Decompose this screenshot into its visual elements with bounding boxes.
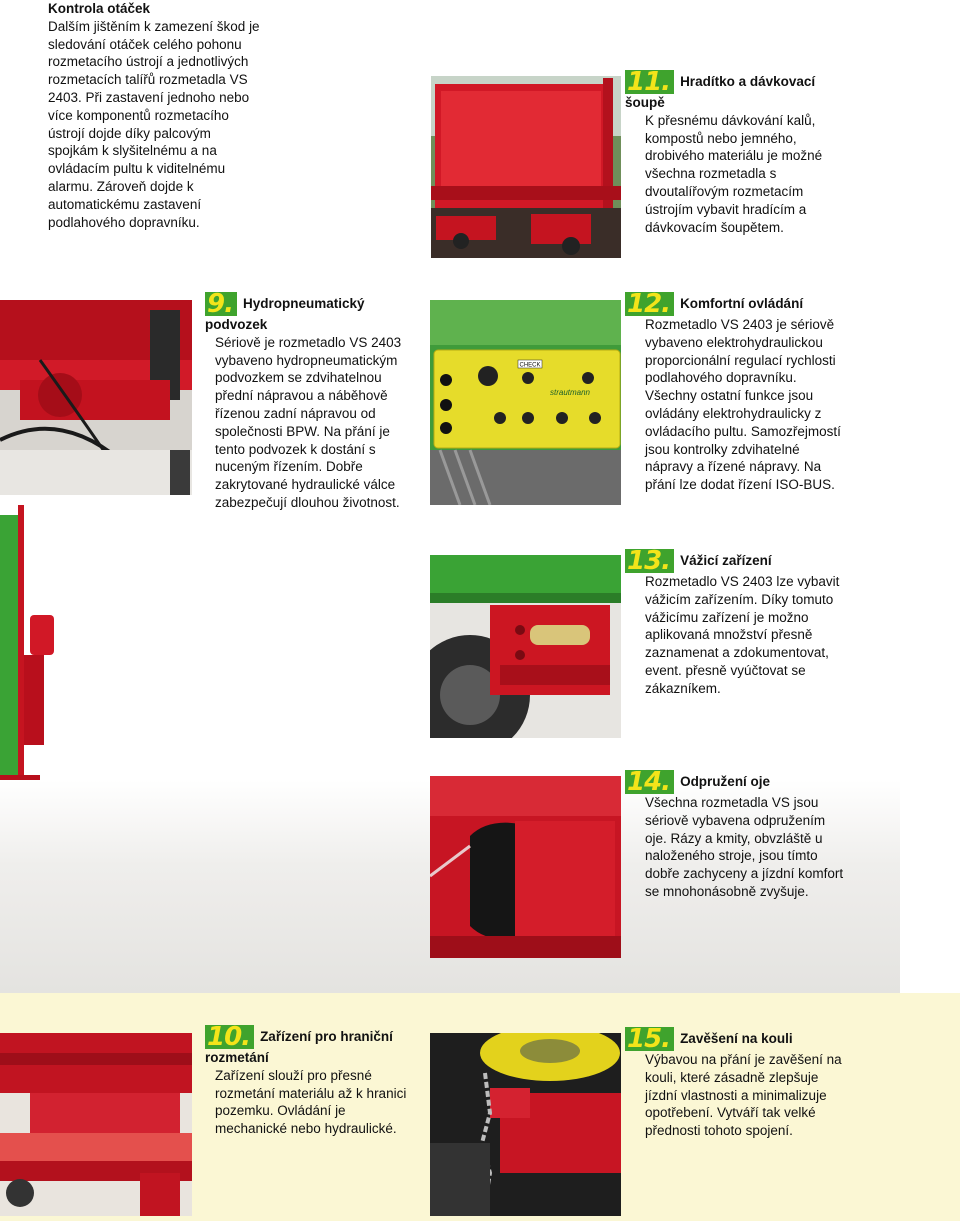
kontrola-block — [48, 0, 263, 231]
section-10-number: 10. — [205, 1025, 254, 1049]
section-12 — [625, 289, 850, 494]
section-10-title: Zařízení pro hraniční rozmetání — [205, 1029, 393, 1065]
section-9-number: 9. — [205, 292, 237, 316]
section-13-number: 13. — [625, 549, 674, 573]
section-9-title: Hydropneumatický podvozek — [205, 296, 365, 332]
section-9 — [205, 289, 410, 512]
section-15 — [625, 1024, 850, 1140]
section-10-body: Zařízení slouží pro přesné rozmetání materiálu až k hranici pozemku. Ovládání je mechanické nebo hydraulické. — [215, 1067, 407, 1137]
section-12-number: 12. — [625, 292, 674, 316]
section-13-body: Rozmetadlo VS 2403 lze vybavit vážicím zařízením. Díky tomuto vážicímu zařízení je možno aplikovaná množství přesně zaznamenat a zdokumentovat, event. přesně vyúčtovat se zákazníkem. — [645, 574, 840, 696]
panel-check-label: CHECK — [519, 362, 541, 369]
kontrola-title: Kontrola otáček — [48, 1, 151, 16]
photo-spreader-side — [0, 505, 60, 805]
section-15-title: Zavěšení na kouli — [680, 1031, 793, 1046]
kontrola-body: Dalším jištěním k zamezení škod je sledování otáček celého pohonu rozmetacího ústrojí a jednotlivých rozmetacích talířů rozmetadla VS 2403. Při zastavení jednoho nebo více komponentů rozmetacího ústrojí dojde díky palcovým spojkám k slyšitelnému a na ovládacím pultu k viditelnému alarmu. Zároveň dojde k automatickému zastavení podlahového dopravníku. — [48, 18, 260, 230]
panel-brand: strautmann — [549, 388, 591, 397]
section-14-body: Všechna rozmetadla VS jsou sériově vybavena odpružením oje. Rázy a kmity, obvzláště u naloženého stroje, jsou tímto dobře zachyceny a jízdní komfort se mnohonásobně zvyšuje. — [645, 795, 844, 899]
photo-control-panel — [430, 300, 621, 505]
photo-hydropneumatic-chassis — [0, 300, 192, 495]
photo-dosing-gate — [431, 76, 621, 258]
section-14 — [625, 767, 850, 901]
section-12-title: Komfortní ovládání — [680, 296, 804, 311]
section-14-number: 14. — [625, 770, 674, 794]
photo-ball-coupling — [430, 1033, 621, 1216]
section-9-body: Sériově je rozmetadlo VS 2403 vybaveno hydropneumatickým podvozkem se zdvihatelnou přední nápravou a náběhově řízenou zadní nápravou od společnosti BPW. Na přání je tento podvozek k dostání s nuceným řízením. Dobře zakrytované hydraulické válce zabezpečují dlouhou životnost. — [215, 334, 402, 510]
section-12-body: Rozmetadlo VS 2403 je sériově vybaveno elektrohydraulickou proporcionální regulací rychlosti podlahového dopravníku. Všechny ostatní funkce jsou ovládány elektrohydraulicky z ovládacího pultu. Samozřejmostí jsou kontrolky zdvihatelné nápravy a řízené nápravy. Na přání lze dodat řízení ISO-BUS. — [645, 317, 841, 493]
section-14-title: Odpružení oje — [680, 774, 771, 789]
section-13 — [625, 546, 850, 698]
section-15-body: Výbavou na přání je zavěšení na kouli, které zásadně zlepšuje jízdní vlastnosti a minimalizuje opotřebení. Vytváří tak velké přednosti tohoto spojení. — [645, 1052, 842, 1139]
section-10 — [205, 1022, 410, 1138]
photo-weighing-device — [430, 555, 621, 738]
photo-border-spreading — [0, 1033, 192, 1216]
section-11-title: Hradítko a dávkovací šoupě — [625, 74, 816, 110]
section-11-number: 11. — [625, 70, 674, 94]
section-11 — [625, 67, 850, 236]
section-11-body: K přesnému dávkování kalů, kompostů nebo jemného, drobivého materiálu je možné všechna rozmetadla s dvoutalířovým rozmetacím ústrojím vybavit hradícím a dávkovacím šoupětem. — [645, 112, 823, 235]
section-13-title: Vážicí zařízení — [680, 553, 772, 568]
photo-drawbar-suspension — [430, 776, 621, 958]
section-15-number: 15. — [625, 1027, 674, 1051]
